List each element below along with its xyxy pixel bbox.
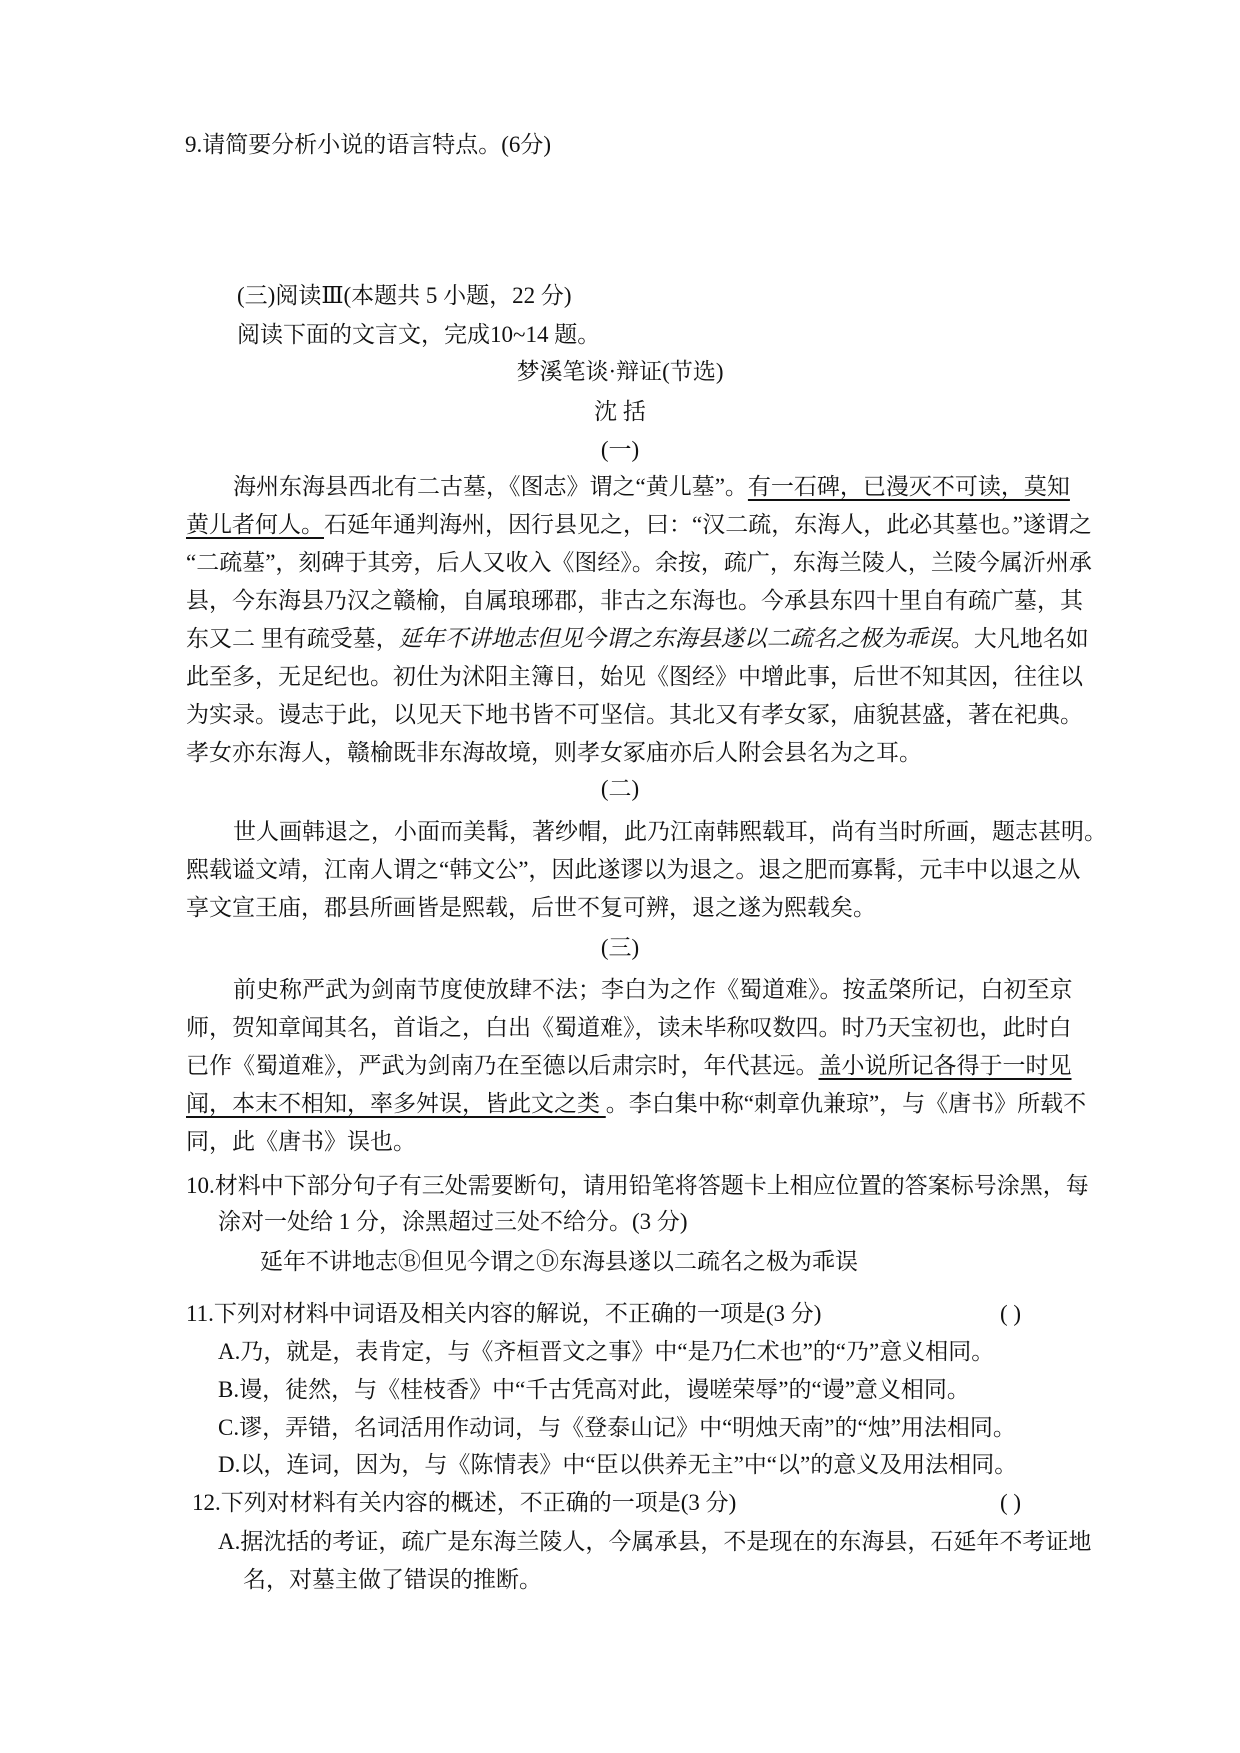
question-11-option-d: D.以，连词，因为，与《陈情表》中“臣以供养无主”中“以”的意义及用法相同。 — [218, 1452, 1018, 1477]
passage-line — [186, 506, 1092, 544]
passage-line — [186, 544, 1092, 582]
passage-line — [186, 1123, 1067, 1161]
passage-title: 梦溪笔谈·辩证(节选) — [516, 359, 724, 384]
text-segment: 。大凡地名如 — [950, 626, 1089, 651]
text-segment: 此至多，无足纪也。初仕为沭阳主簿日，始见《图经》中增此事，后世不知其因，往往以 — [186, 664, 1083, 689]
passage-line — [186, 468, 1070, 506]
text-segment: 同，此《唐书》误也。 — [186, 1129, 416, 1154]
text-segment: 享文宣王庙，郡县所画皆是熙载，后世不复可辨，退之遂为熙载矣。 — [186, 895, 876, 920]
passage-author: 沈 括 — [594, 399, 646, 424]
question-12-option-a: A.据沈括的考证，疏广是东海兰陵人，今属承县，不是现在的东海县，石延年不考证地 — [218, 1529, 1092, 1554]
passage-line — [186, 851, 1081, 889]
question-11-answer-blank: ( ) — [1000, 1301, 1022, 1326]
text-segment: 孝女亦东海人，赣榆既非东海故境，则孝女冢庙亦后人附会县名为之耳。 — [186, 740, 922, 765]
question-12-stem: 12.下列对材料有关内容的概述，不正确的一项是(3 分) — [192, 1490, 737, 1515]
text-segment: 。李白集中称“刺章仇兼琼”，与《唐书》所载不 — [605, 1091, 1087, 1116]
underlined-text: 闻，本末不相知，率多舛误，皆此文之类 — [186, 1091, 606, 1116]
passage-line — [186, 582, 1083, 620]
text-segment: 熙载谥文靖，江南人谓之“韩文公”，因此遂谬以为退之。退之肥而寡髯，元丰中以退之从 — [186, 857, 1081, 882]
passage-line — [186, 1047, 1072, 1085]
italic-text: 延年不讲地志但见今谓之东海县遂以二疏名之极为乖误 — [398, 626, 951, 651]
passage-line — [186, 1085, 1087, 1123]
text-segment: “二疏墓”，刻碑于其旁，后人又收入《图经》。余按，疏广，东海兰陵人，兰陵今属沂州承 — [186, 550, 1092, 575]
passage-line — [186, 813, 1107, 851]
passage-line — [186, 734, 1067, 772]
part-label-1: (一) — [600, 437, 640, 462]
question-11-option-a: A.乃，就是，表肯定，与《齐桓晋文之事》中“是乃仁术也”的“乃”意义相同。 — [218, 1339, 995, 1364]
text-segment: 石延年通判海州，因行县见之，曰：“汉二疏，东海人，此必其墓也。”遂谓之 — [324, 512, 1092, 537]
question-11-option-b: B.谩，徒然，与《桂枝香》中“千古凭高对此，谩嗟荣辱”的“谩”意义相同。 — [218, 1377, 970, 1402]
underlined-text: 盖小说所记各得于一时见 — [818, 1053, 1072, 1078]
question-11-option-c: C.谬，弄错，名词活用作动词，与《登泰山记》中“明烛天南”的“烛”用法相同。 — [218, 1415, 1016, 1440]
text-segment: 师，贺知章闻其名，首诣之，白出《蜀道难》，读未毕称叹数四。时乃天宝初也，此时白 — [186, 1015, 1072, 1040]
passage-line — [186, 620, 1089, 658]
passage-line — [186, 889, 1067, 927]
part-label-2: (二) — [600, 776, 640, 801]
text-segment: 前史称严武为剑南节度使放肆不法；李白为之作《蜀道难》。按孟棨所记，白初至京 — [233, 977, 1073, 1002]
part-label-3: (三) — [600, 935, 640, 960]
passage-line — [186, 696, 1083, 734]
question-10-sentence: 延年不讲地志Ⓑ但见今谓之Ⓓ东海县遂以二疏名之极为乖误 — [260, 1249, 858, 1274]
text-segment: 东又二 里有疏受墓， — [186, 626, 399, 651]
text-segment: 世人画韩退之，小面而美髯，著纱帽，此乃江南韩熙载耳，尚有当时所画，题志甚明。 — [233, 819, 1107, 844]
text-segment: 已作《蜀道难》，严武为剑南乃在至德以后肃宗时，年代甚远。 — [186, 1053, 819, 1078]
question-10-stem: 10.材料中下部分句子有三处需要断句，请用铅笔将答题卡上相应位置的答案标号涂黑，每 — [186, 1173, 1089, 1198]
question-10-stem-cont: 涂对一处给 1 分，涂黑超过三处不给分。(3 分) — [218, 1209, 688, 1234]
section-instruction: 阅读下面的文言文，完成10~14 题。 — [237, 322, 601, 347]
passage-part-2 — [186, 813, 1107, 927]
underlined-text: 黄儿者何人。 — [186, 512, 324, 537]
passage-line — [186, 1009, 1072, 1047]
passage-part-1 — [186, 468, 1092, 772]
question-9: 9.请简要分析小说的语言特点。(6分) — [185, 132, 552, 157]
text-segment: 为实录。谩志于此，以见天下地书皆不可坚信。其北又有孝女冢，庙貌甚盛，著在祀典。 — [186, 702, 1083, 727]
question-11-stem: 11.下列对材料中词语及相关内容的解说，不正确的一项是(3 分) — [186, 1301, 822, 1326]
underlined-text: 有一石碑，已漫灭不可读，莫知 — [747, 474, 1070, 499]
question-12-option-a-cont: 名，对墓主做了错误的推断。 — [243, 1567, 542, 1592]
question-12-answer-blank: ( ) — [1000, 1490, 1022, 1515]
passage-line — [186, 658, 1083, 696]
text-segment: 海州东海县西北有二古墓，《图志》谓之“黄儿墓”。 — [233, 474, 748, 499]
passage-line — [186, 971, 1073, 1009]
text-segment: 县，今东海县乃汉之赣榆，自属琅琊郡，非古之东海也。今承县东四十里自有疏广墓，其 — [186, 588, 1083, 613]
passage-part-3 — [186, 971, 1087, 1161]
section-heading: (三)阅读Ⅲ(本题共 5 小题，22 分) — [237, 283, 572, 308]
